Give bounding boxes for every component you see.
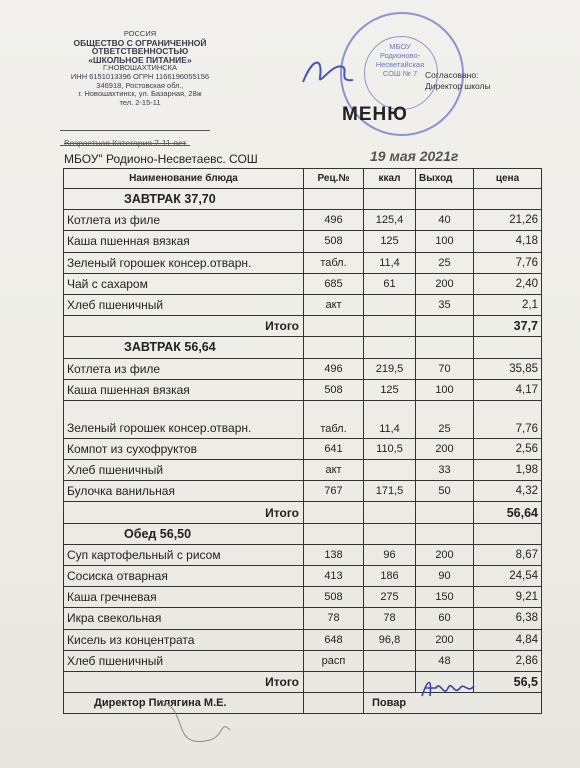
calories xyxy=(364,460,416,481)
calories: 171,5 xyxy=(364,481,416,502)
section-title: ЗАВТРАК 37,70 xyxy=(64,189,304,210)
table-row xyxy=(64,629,542,650)
portion-weight: 100 xyxy=(416,231,474,252)
dish-name: Каша гречневая xyxy=(64,587,304,608)
empty-cell xyxy=(474,189,542,210)
dish-name: Чай с сахаром xyxy=(64,273,304,294)
portion-weight: 25 xyxy=(416,400,474,438)
price: 35,85 xyxy=(474,358,542,379)
calories: 125,4 xyxy=(364,210,416,231)
calories: 61 xyxy=(364,273,416,294)
empty-cell xyxy=(416,316,474,337)
calories: 96,8 xyxy=(364,629,416,650)
table-row xyxy=(64,210,542,231)
recipe-number: акт xyxy=(304,294,364,315)
age-category: Возрастная Категория 7-11 лет xyxy=(64,138,187,148)
empty-cell xyxy=(474,523,542,544)
empty-cell xyxy=(364,337,416,358)
calories: 219,5 xyxy=(364,358,416,379)
org-address2: г. Новошахтинск, ул. Базарная, 28ж xyxy=(78,89,202,99)
dish-name: Булочка ванильная xyxy=(64,481,304,502)
empty-cell xyxy=(304,502,364,523)
director-signature: Директор Пилягина М.Е. xyxy=(64,693,304,714)
portion-weight: 48 xyxy=(416,650,474,671)
calories: 186 xyxy=(364,566,416,587)
price: 2,1 xyxy=(474,294,542,315)
recipe-number: 78 xyxy=(304,608,364,629)
org-name-line3: «ШКОЛЬНОЕ ПИТАНИЕ» xyxy=(88,54,192,65)
org-ids: ИНН 6151013396 ОГРН 1166196055156 xyxy=(70,71,210,81)
calories: 275 xyxy=(364,587,416,608)
dish-name: Кисель из концентрата xyxy=(64,629,304,650)
recipe-number: 496 xyxy=(304,358,364,379)
portion-weight: 90 xyxy=(416,566,474,587)
empty-cell xyxy=(364,523,416,544)
price: 6,38 xyxy=(474,608,542,629)
column-header: Выход xyxy=(416,169,474,189)
dish-name: Каша пшенная вязкая xyxy=(64,231,304,252)
portion-weight: 25 xyxy=(416,252,474,273)
section-row xyxy=(64,337,542,358)
portion-weight: 40 xyxy=(416,210,474,231)
cook-label: Повар xyxy=(364,693,542,714)
table-row xyxy=(64,544,542,565)
recipe-number: 648 xyxy=(304,629,364,650)
dish-name: Котлета из филе xyxy=(64,358,304,379)
recipe-number: 508 xyxy=(304,587,364,608)
table-row xyxy=(64,358,542,379)
portion-weight: 200 xyxy=(416,544,474,565)
price: 7,76 xyxy=(474,400,542,438)
recipe-number: 496 xyxy=(304,210,364,231)
calories xyxy=(364,650,416,671)
table-row xyxy=(64,438,542,459)
table-row xyxy=(64,587,542,608)
dish-name: Компот из сухофруктов xyxy=(64,438,304,459)
dish-name: Каша пшенная вязкая xyxy=(64,379,304,400)
table-row xyxy=(64,379,542,400)
table-row xyxy=(64,650,542,671)
empty-cell xyxy=(364,316,416,337)
recipe-number: 508 xyxy=(304,379,364,400)
calories: 96 xyxy=(364,544,416,565)
recipe-number: 767 xyxy=(304,481,364,502)
total-label: Итого xyxy=(64,502,304,523)
empty-cell xyxy=(416,502,474,523)
dish-name: Котлета из филе xyxy=(64,210,304,231)
empty-cell xyxy=(304,523,364,544)
empty-cell xyxy=(416,337,474,358)
calories: 125 xyxy=(364,231,416,252)
portion-weight: 200 xyxy=(416,438,474,459)
recipe-number: 508 xyxy=(304,231,364,252)
price: 4,84 xyxy=(474,629,542,650)
dish-name: Хлеб пшеничный xyxy=(64,650,304,671)
total-price: 37,7 xyxy=(474,316,542,337)
portion-weight: 70 xyxy=(416,358,474,379)
dish-name: Хлеб пшеничный xyxy=(64,294,304,315)
recipe-number: 641 xyxy=(304,438,364,459)
organization-header xyxy=(60,30,220,107)
table-row xyxy=(64,252,542,273)
total-row xyxy=(64,502,542,523)
price: 8,67 xyxy=(474,544,542,565)
menu-date: 19 мая 2021г xyxy=(370,148,459,164)
dish-name: Зеленый горошек консер.отварн. xyxy=(64,252,304,273)
recipe-number: акт xyxy=(304,460,364,481)
section-row xyxy=(64,523,542,544)
header-rule xyxy=(60,130,210,131)
signature-mark xyxy=(298,52,358,92)
total-price: 56,64 xyxy=(474,502,542,523)
price: 2,56 xyxy=(474,438,542,459)
dish-name: Сосиска отварная xyxy=(64,566,304,587)
recipe-number: расп xyxy=(304,650,364,671)
section-title: ЗАВТРАК 56,64 xyxy=(64,337,304,358)
empty-cell xyxy=(474,337,542,358)
column-header: ккал xyxy=(364,169,416,189)
price: 7,76 xyxy=(474,252,542,273)
portion-weight: 33 xyxy=(416,460,474,481)
org-name-line2: ОТВЕТСТВЕННОСТЬЮ xyxy=(91,46,189,57)
portion-weight: 35 xyxy=(416,294,474,315)
section-row xyxy=(64,189,542,210)
calories: 11,4 xyxy=(364,400,416,438)
org-name-line1: ОБЩЕСТВО С ОГРАНИЧЕННОЙ xyxy=(73,37,207,48)
portion-weight: 150 xyxy=(416,587,474,608)
empty-cell xyxy=(364,189,416,210)
org-address1: 346918, Ростовская обл., xyxy=(96,80,184,90)
dish-name: Хлеб пшеничный xyxy=(64,460,304,481)
school-name: МБОУ" Родионо-Несветаевс. СОШ xyxy=(64,152,258,166)
seal-text: МБОУ Родионово- Несветайская СОШ № 7 xyxy=(375,42,425,78)
approval-block: Согласовано: Директор школы xyxy=(425,70,491,91)
portion-weight: 200 xyxy=(416,629,474,650)
empty-cell xyxy=(416,189,474,210)
dish-name: Зеленый горошек консер.отварн. xyxy=(64,400,304,438)
price: 2,86 xyxy=(474,650,542,671)
empty-cell xyxy=(304,671,364,692)
calories: 11,4 xyxy=(364,252,416,273)
empty-cell xyxy=(304,337,364,358)
portion-weight: 50 xyxy=(416,481,474,502)
calories xyxy=(364,294,416,315)
table-row xyxy=(64,294,542,315)
total-price: 56,5 xyxy=(474,671,542,692)
price: 9,21 xyxy=(474,587,542,608)
price: 2,40 xyxy=(474,273,542,294)
table-row xyxy=(64,608,542,629)
recipe-number: табл. xyxy=(304,400,364,438)
recipe-number: 138 xyxy=(304,544,364,565)
dish-name: Суп картофельный с рисом xyxy=(64,544,304,565)
table-row xyxy=(64,481,542,502)
empty-cell xyxy=(304,316,364,337)
calories: 125 xyxy=(364,379,416,400)
table-row xyxy=(64,273,542,294)
table-row xyxy=(64,460,542,481)
page-title: МЕНЮ xyxy=(342,104,408,125)
org-country: РОССИЯ xyxy=(123,29,157,38)
menu-table xyxy=(63,168,542,714)
section-title: Обед 56,50 xyxy=(64,523,304,544)
table-header-row xyxy=(64,169,542,189)
total-row xyxy=(64,316,542,337)
recipe-number: 413 xyxy=(304,566,364,587)
empty-cell xyxy=(416,523,474,544)
empty-cell xyxy=(364,671,416,692)
total-label: Итого xyxy=(64,316,304,337)
table-row xyxy=(64,231,542,252)
column-header: цена xyxy=(474,169,542,189)
portion-weight: 100 xyxy=(416,379,474,400)
price: 24,54 xyxy=(474,566,542,587)
recipe-number: табл. xyxy=(304,252,364,273)
price: 4,17 xyxy=(474,379,542,400)
calories: 78 xyxy=(364,608,416,629)
column-header: Рец.№ xyxy=(304,169,364,189)
dish-name: Икра свекольная xyxy=(64,608,304,629)
table-row xyxy=(64,566,542,587)
pen-scribble xyxy=(150,690,240,760)
price: 4,32 xyxy=(474,481,542,502)
price: 21,26 xyxy=(474,210,542,231)
calories: 110,5 xyxy=(364,438,416,459)
empty-cell xyxy=(364,502,416,523)
column-header: Наименование блюда xyxy=(64,169,304,189)
portion-weight: 200 xyxy=(416,273,474,294)
cook-signature xyxy=(418,676,478,702)
price: 4,18 xyxy=(474,231,542,252)
price: 1,98 xyxy=(474,460,542,481)
total-label: Итого xyxy=(64,671,304,692)
table-row xyxy=(64,400,542,438)
org-phone: тел. 2-15-11 xyxy=(119,97,161,107)
org-city: Г.НОВОШАХТИНСКА xyxy=(102,63,178,73)
portion-weight: 60 xyxy=(416,608,474,629)
recipe-number: 685 xyxy=(304,273,364,294)
empty-cell xyxy=(304,189,364,210)
